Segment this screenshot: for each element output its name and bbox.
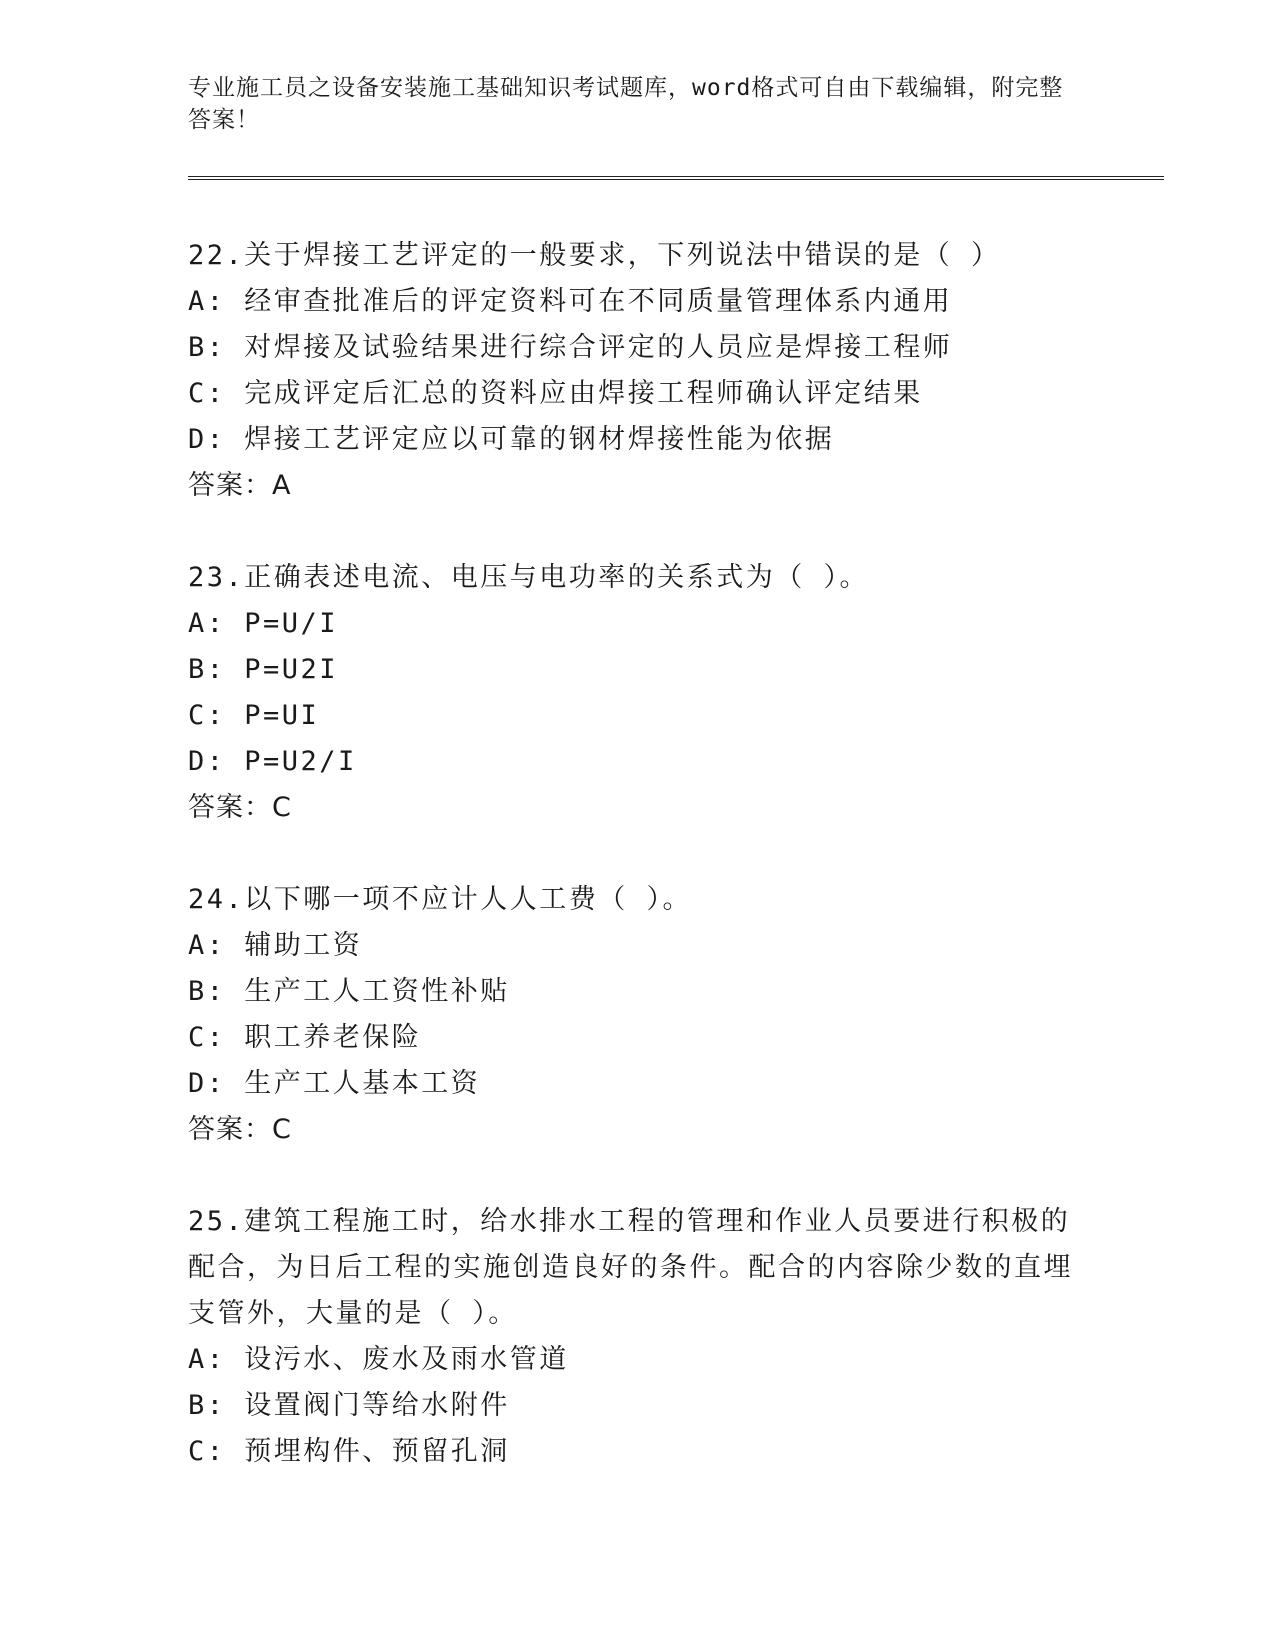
option-b: B: P=U2I bbox=[188, 654, 339, 685]
question-24 bbox=[188, 877, 1088, 1153]
question-stem: 24.以下哪一项不应计人人工费（ ）。 bbox=[188, 884, 693, 915]
option-c: C: P=UI bbox=[188, 700, 320, 731]
question-23 bbox=[188, 555, 1088, 831]
option-d: D: 生产工人基本工资 bbox=[188, 1068, 481, 1099]
option-c: C: 完成评定后汇总的资料应由焊接工程师确认评定结果 bbox=[188, 378, 923, 409]
question-stem: 23.正确表述电流、电压与电功率的关系式为（ ）。 bbox=[188, 562, 870, 593]
answer: 答案：C bbox=[188, 792, 292, 823]
option-a: A: 辅助工资 bbox=[188, 930, 363, 961]
option-c: C: 预埋构件、预留孔洞 bbox=[188, 1436, 510, 1467]
option-b: B: 设置阀门等给水附件 bbox=[188, 1390, 510, 1421]
option-b: B: 生产工人工资性补贴 bbox=[188, 976, 510, 1007]
option-c: C: 职工养老保险 bbox=[188, 1022, 422, 1053]
option-d: D: 焊接工艺评定应以可靠的钢材焊接性能为依据 bbox=[188, 424, 835, 455]
option-a: A: 设污水、废水及雨水管道 bbox=[188, 1344, 569, 1375]
option-a: A: 经审查批准后的评定资料可在不同质量管理体系内通用 bbox=[188, 286, 953, 317]
option-d: D: P=U2/I bbox=[188, 746, 357, 777]
answer: 答案：C bbox=[188, 1114, 292, 1145]
document-header: 专业施工员之设备安装施工基础知识考试题库，word格式可自由下载编辑，附完整答案！ bbox=[188, 75, 1064, 133]
option-a: A: P=U/I bbox=[188, 608, 339, 639]
question-list bbox=[188, 233, 1088, 1521]
question-stem: 25.建筑工程施工时，给水排水工程的管理和作业人员要进行积极的配合，为日后工程的实施创造良好的条件。配合的内容除少数的直埋支管外，大量的是（ ）。 bbox=[188, 1206, 1073, 1329]
option-b: B: 对焊接及试验结果进行综合评定的人员应是焊接工程师 bbox=[188, 332, 953, 363]
answer: 答案：A bbox=[188, 470, 292, 501]
question-22 bbox=[188, 233, 1088, 509]
question-25 bbox=[188, 1199, 1088, 1475]
header-divider bbox=[188, 176, 1164, 180]
question-stem: 22.关于焊接工艺评定的一般要求，下列说法中错误的是（ ） bbox=[188, 240, 1001, 271]
